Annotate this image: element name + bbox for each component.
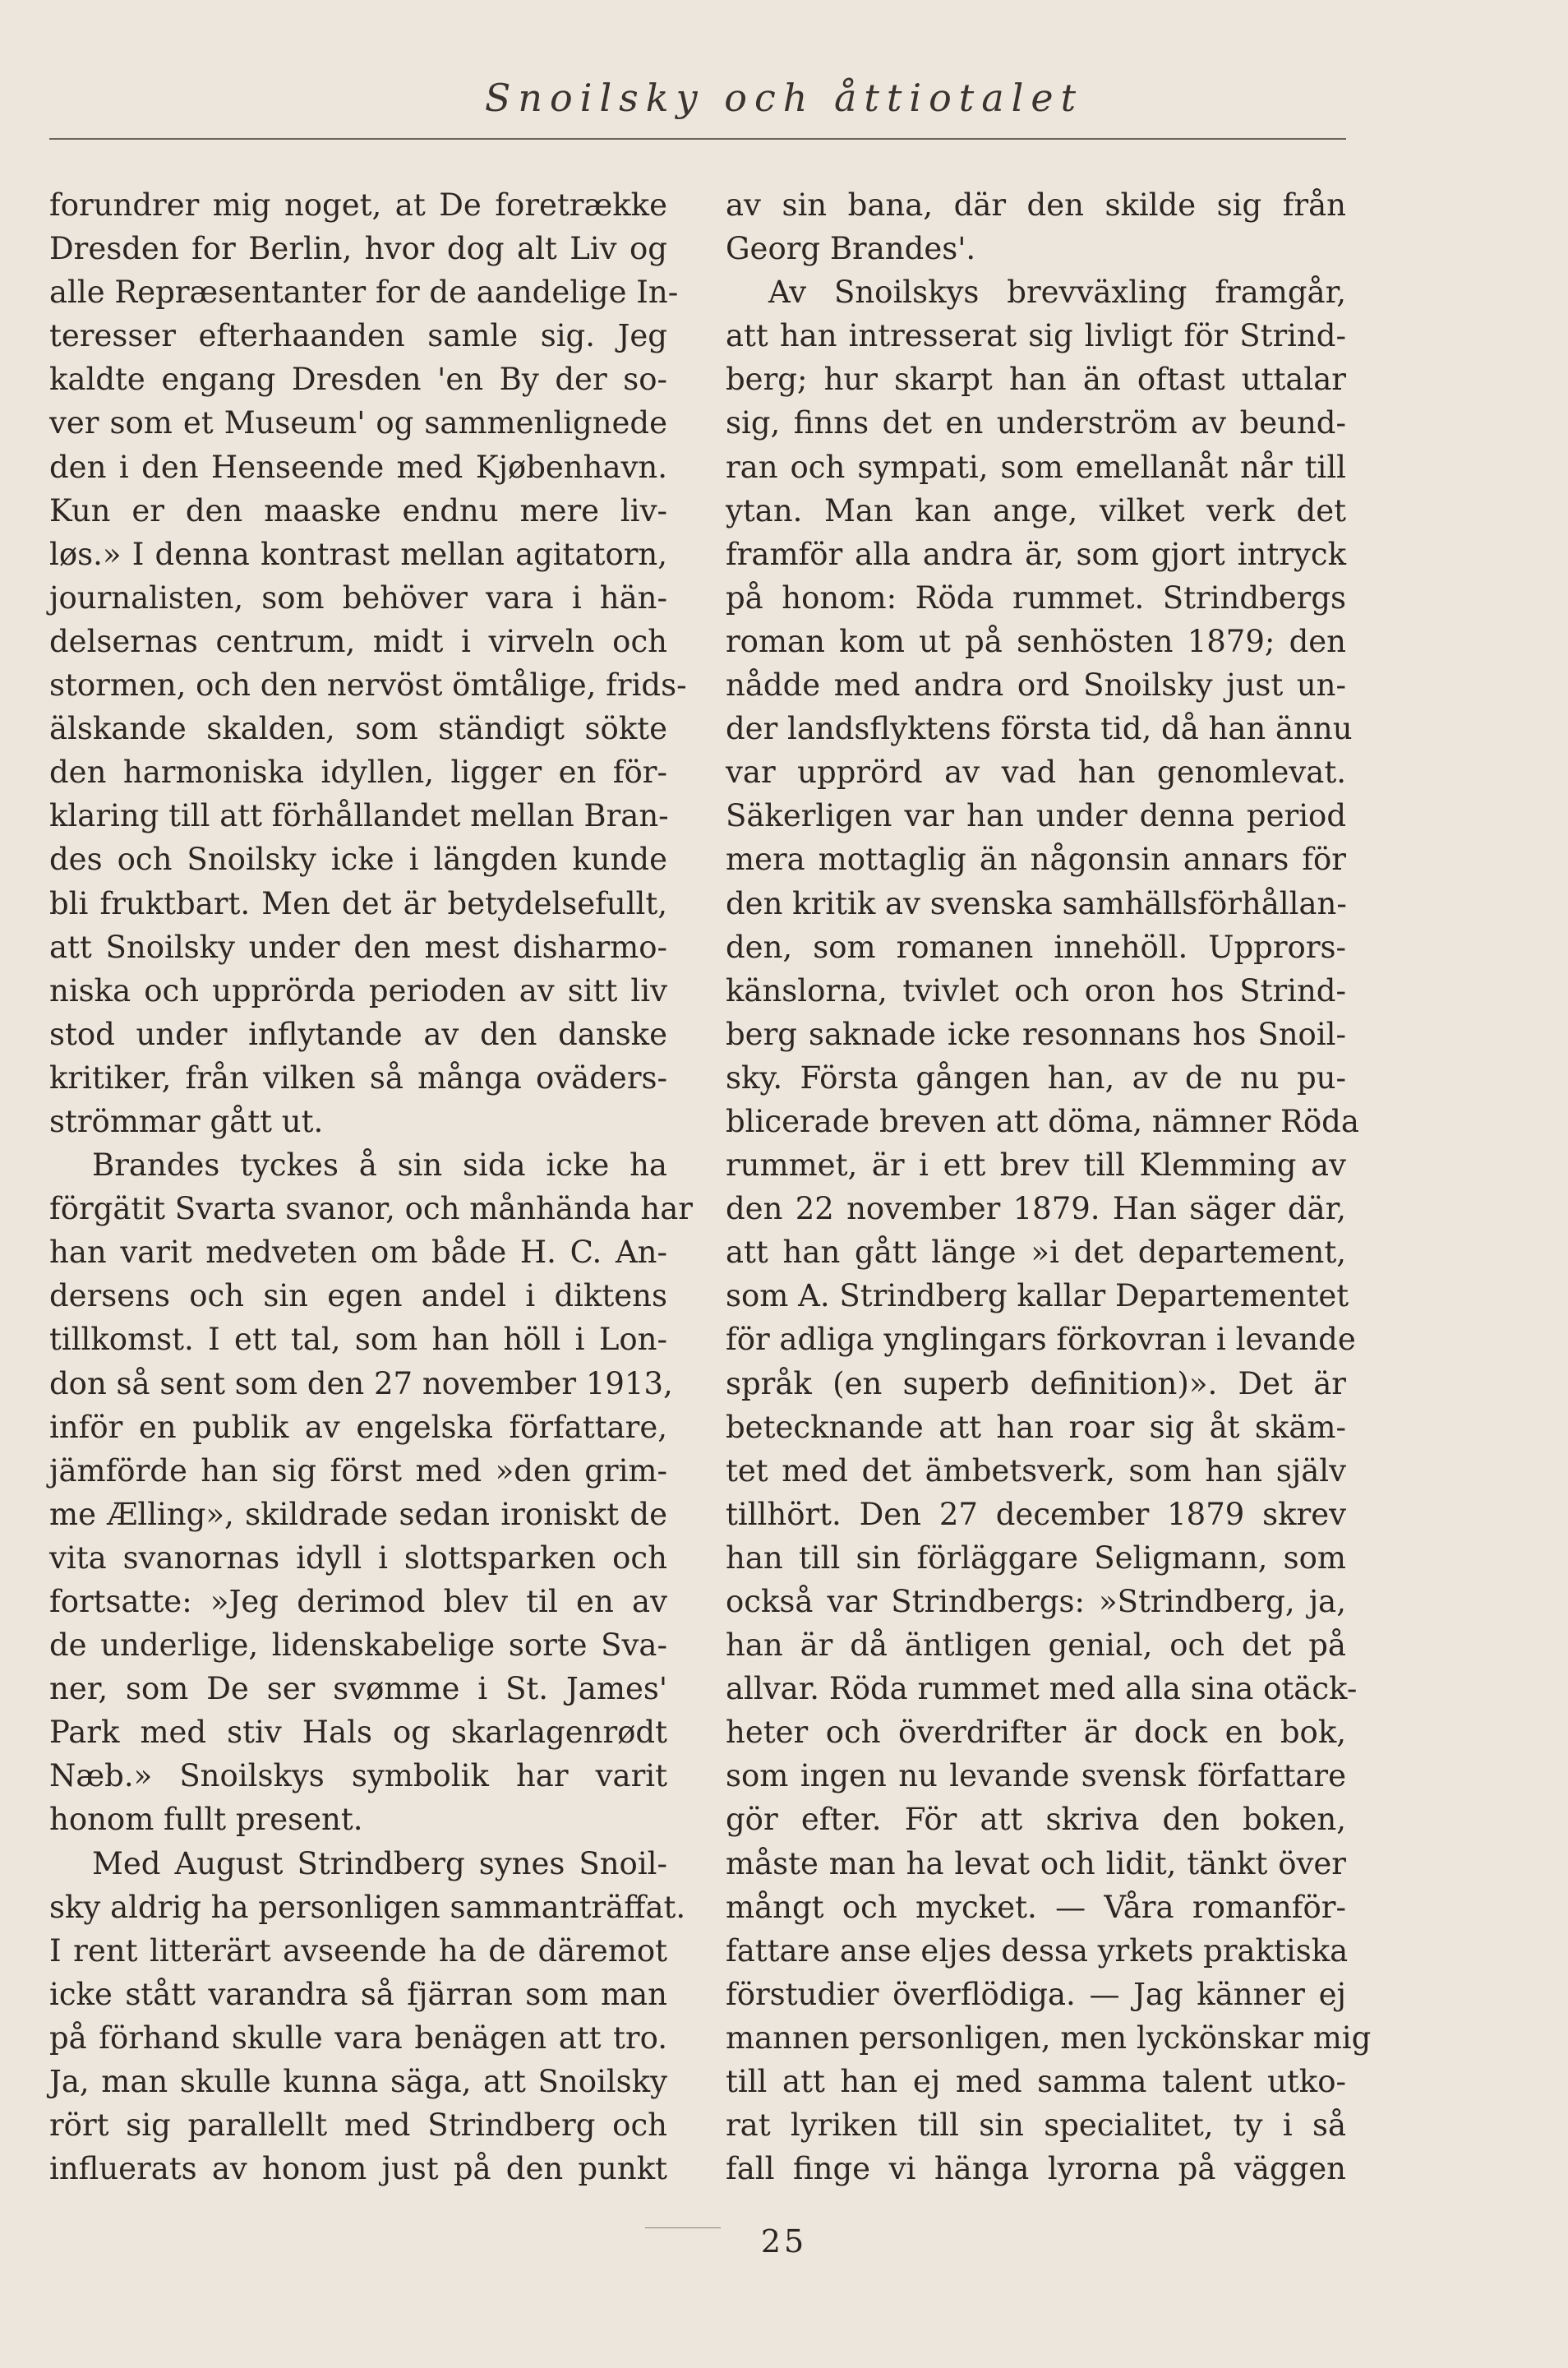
text-line: me Ælling», skildrade sedan ironiskt de xyxy=(49,1496,667,1532)
text-line: stod under inflytande av den danske xyxy=(49,1016,667,1052)
page-number: 25 xyxy=(760,2223,808,2260)
text-line: Ja, man skulle kunna säga, att Snoilsky xyxy=(49,2064,667,2100)
text-line: ytan. Man kan ange, vilket verk det xyxy=(726,492,1346,529)
text-line: betecknande att han roar sig åt skäm- xyxy=(726,1409,1346,1445)
text-line: måste man ha levat och lidit, tänkt över xyxy=(726,1845,1346,1881)
text-line: Brandes tyckes å sin sida icke ha xyxy=(92,1147,667,1184)
text-line: mannen personligen, men lyckönskar mig xyxy=(726,2019,1372,2056)
text-line: mångt och mycket. — Våra romanför- xyxy=(726,1889,1346,1925)
text-line: av sin bana, där den skilde sig från xyxy=(726,187,1346,223)
text-line: framför alla andra är, som gjort intryck xyxy=(726,536,1346,572)
text-line: tillhört. Den 27 december 1879 skrev xyxy=(726,1496,1346,1532)
text-line: språk (en superb definition)». Det är xyxy=(726,1365,1346,1401)
text-line: att Snoilsky under den mest disharmo- xyxy=(49,929,667,965)
text-line: som ingen nu levande svensk författare xyxy=(726,1758,1346,1794)
text-line: delsernas centrum, midt i virveln och xyxy=(49,623,667,659)
text-line: kaldte engang Dresden 'en By der so- xyxy=(49,362,667,398)
text-line: Park med stiv Hals og skarlagenrødt xyxy=(49,1715,667,1751)
text-line: roman kom ut på senhösten 1879; den xyxy=(726,623,1346,659)
text-line: den 22 november 1879. Han säger där, xyxy=(726,1191,1346,1227)
text-line: blicerade breven att döma, nämner Röda xyxy=(726,1103,1359,1139)
text-line: heter och överdrifter är dock en bok, xyxy=(726,1715,1346,1751)
right-text-column xyxy=(726,183,1372,2190)
text-line: Dresden for Berlin, hvor dog alt Liv og xyxy=(49,231,667,267)
text-line: jämförde han sig först med »den grim- xyxy=(49,1452,667,1489)
text-line: på honom: Röda rummet. Strindbergs xyxy=(726,579,1346,616)
text-line: sky aldrig ha personligen sammanträffat. xyxy=(49,1889,686,1925)
text-line: allvar. Röda rummet med alla sina otäck- xyxy=(726,1671,1358,1707)
running-header: Snoilsky och åttiotalet xyxy=(484,76,1084,120)
text-line: dersens och sin egen andel i diktens xyxy=(49,1278,667,1314)
text-line: der landsflyktens första tid, då han ännu xyxy=(726,711,1353,747)
text-line: rat lyriken till sin specialitet, ty i så xyxy=(726,2107,1346,2144)
text-line: den harmoniska idyllen, ligger en för- xyxy=(49,755,667,791)
text-line: älskande skalden, som ständigt sökte xyxy=(49,711,667,747)
text-line: till att han ej med samma talent utko- xyxy=(726,2064,1346,2100)
text-line: att han intresserat sig livligt för Strind- xyxy=(726,318,1346,354)
text-line: forundrer mig noget, at De foretrække xyxy=(49,187,667,223)
text-line: gör efter. För att skriva den boken, xyxy=(726,1802,1346,1838)
text-line: han varit medveten om både H. C. An- xyxy=(49,1235,667,1271)
text-line: han är då äntligen genial, och det på xyxy=(726,1627,1346,1664)
text-line: Av Snoilskys brevväxling framgår, xyxy=(768,275,1346,311)
text-line: Kun er den maaske endnu mere liv- xyxy=(49,492,667,529)
left-text-column xyxy=(49,183,693,2190)
text-line: den, som romanen innehöll. Upprors- xyxy=(726,929,1346,965)
text-line: klaring till att förhållandet mellan Bran- xyxy=(49,798,669,834)
text-line: bli fruktbart. Men det är betydelsefullt, xyxy=(49,885,667,921)
text-line: berg saknade icke resonnans hos Snoil- xyxy=(726,1016,1346,1052)
text-line: tet med det ämbetsverk, som han själv xyxy=(726,1452,1346,1489)
text-line: tillkomst. I ett tal, som han höll i Lon- xyxy=(49,1322,667,1358)
text-line: Næb.» Snoilskys symbolik har varit xyxy=(49,1758,667,1794)
text-line: känslorna, tvivlet och oron hos Strind- xyxy=(726,972,1346,1009)
text-line: influerats av honom just på den punkt xyxy=(49,2151,667,2187)
text-line: på förhand skulle vara benägen att tro. xyxy=(49,2019,667,2056)
text-line: kritiker, från vilken så många oväders- xyxy=(49,1059,667,1096)
text-line: mera mottaglig än någonsin annars för xyxy=(726,842,1346,878)
text-line: strömmar gått ut. xyxy=(49,1103,324,1139)
text-line: journalisten, som behöver vara i hän- xyxy=(49,579,667,616)
text-line: som A. Strindberg kallar Departementet xyxy=(726,1278,1349,1314)
text-line: rummet, är i ett brev till Klemming av xyxy=(726,1147,1346,1184)
text-line: alle Repræsentanter for de aandelige In- xyxy=(49,275,679,311)
header-rule xyxy=(49,138,1346,140)
text-line: don så sent som den 27 november 1913, xyxy=(49,1365,673,1401)
text-line: rört sig parallellt med Strindberg och xyxy=(49,2107,667,2144)
text-line: de underlige, lidenskabelige sorte Sva- xyxy=(49,1627,667,1664)
text-line: för adliga ynglingars förkovran i levande xyxy=(726,1322,1356,1358)
text-line: också var Strindbergs: »Strindberg, ja, xyxy=(726,1584,1346,1619)
text-line: fall finge vi hänga lyrorna på väggen xyxy=(726,2151,1346,2187)
text-line: nådde med andra ord Snoilsky just un- xyxy=(726,667,1346,704)
text-line: ver som et Museum' og sammenlignede xyxy=(49,405,667,441)
text-line: ran och sympati, som emellanåt når till xyxy=(726,449,1346,485)
text-line: des och Snoilsky icke i längden kunde xyxy=(49,842,667,878)
text-line: honom fullt present. xyxy=(49,1802,363,1838)
text-line: den kritik av svenska samhällsförhållan- xyxy=(726,885,1347,921)
text-line: fortsatte: »Jeg derimod blev til en av xyxy=(49,1584,667,1619)
text-line: inför en publik av engelska författare, xyxy=(49,1409,667,1445)
text-line: sky. Första gången han, av de nu pu- xyxy=(726,1059,1346,1096)
text-line: sig, finns det en underström av beund- xyxy=(726,405,1346,441)
text-line: fattare anse eljes dessa yrkets praktiska xyxy=(726,1932,1349,1969)
text-line: Med August Strindberg synes Snoil- xyxy=(92,1845,667,1881)
text-line: förstudier överflödiga. — Jag känner ej xyxy=(726,1976,1346,2012)
text-line: Georg Brandes'. xyxy=(726,231,976,267)
text-line: förgätit Svarta svanor, och månhända har xyxy=(49,1191,693,1227)
text-line: var upprörd av vad han genomlevat. xyxy=(726,755,1346,791)
text-line: berg; hur skarpt han än oftast uttalar xyxy=(726,362,1346,398)
text-line: vita svanornas idyll i slottsparken och xyxy=(49,1539,667,1576)
text-line: ner, som De ser svømme i St. James' xyxy=(49,1671,667,1707)
text-line: Säkerligen var han under denna period xyxy=(726,798,1346,834)
text-line: den i den Henseende med Kjøbenhavn. xyxy=(49,449,667,485)
text-line: teresser efterhaanden samle sig. Jeg xyxy=(49,318,667,354)
text-line: løs.» I denna kontrast mellan agitatorn, xyxy=(49,536,667,572)
text-line: att han gått länge »i det departement, xyxy=(726,1235,1346,1271)
text-line: stormen, och den nervöst ömtålige, frids- xyxy=(49,667,687,704)
text-line: niska och upprörda perioden av sitt liv xyxy=(49,972,667,1009)
text-line: I rent litterärt avseende ha de däremot xyxy=(49,1932,667,1969)
text-line: han till sin förläggare Seligmann, som xyxy=(726,1539,1346,1576)
text-line: icke stått varandra så fjärran som man xyxy=(49,1976,667,2012)
